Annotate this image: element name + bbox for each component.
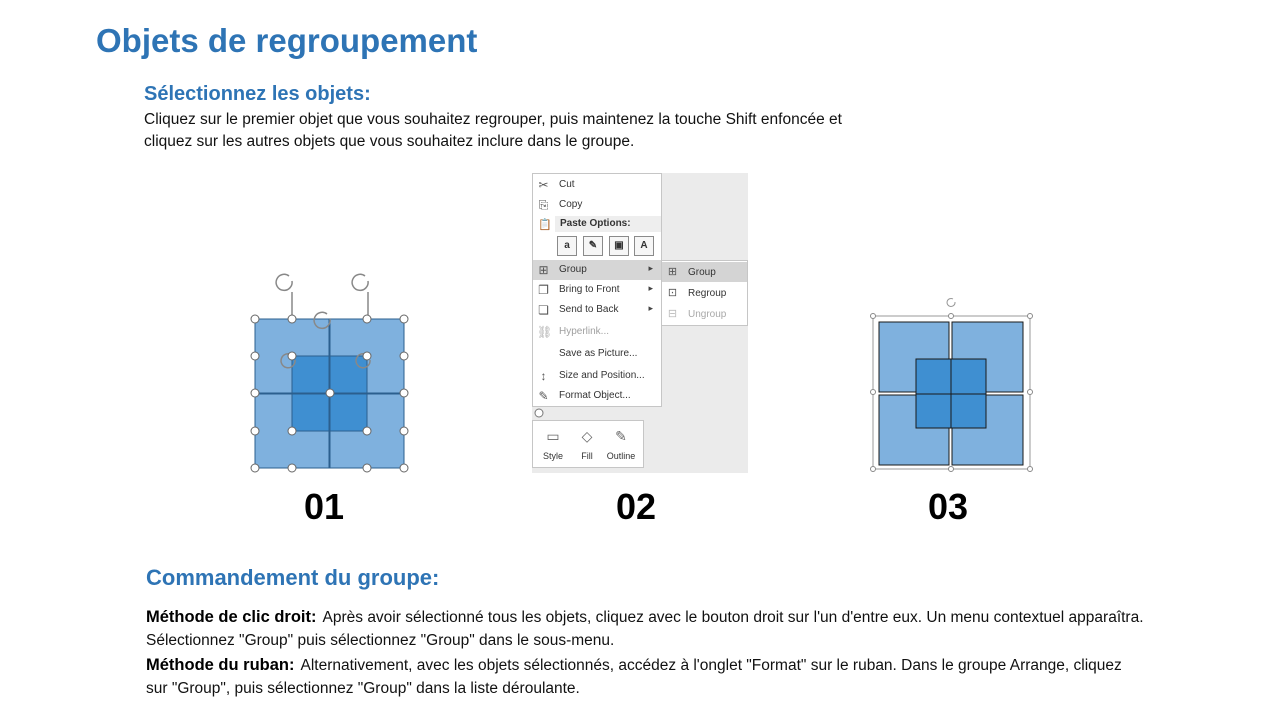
bring-front-icon: ❐ (538, 283, 549, 297)
submenu-item-label: Regroup (688, 288, 727, 299)
menu-item-label: Hyperlink... (559, 326, 610, 337)
submenu-item-ungroup[interactable] (662, 304, 747, 324)
submenu-arrow-icon: ▸ (648, 263, 653, 273)
format-object-icon: ✎ (538, 389, 549, 403)
fill-button[interactable] (569, 425, 605, 465)
shape-small-square (916, 394, 951, 428)
size-position-icon: ↕ (540, 369, 547, 383)
group-icon: ⊞ (667, 266, 678, 278)
mini-toolbar (532, 420, 644, 468)
scissors-icon: ✂ (538, 178, 549, 192)
shape-small-square (951, 394, 986, 428)
menu-item-label: Format Object... (559, 390, 631, 401)
style-button[interactable] (535, 425, 571, 465)
rotate-handle-icon[interactable] (947, 298, 955, 306)
step-number-03: 03 (928, 486, 969, 527)
group-icon: ⊞ (538, 263, 549, 277)
select-objects-text: Cliquez sur le premier objet que vous souhaitez regrouper, puis maintenez la touche Shift enfoncée et cliquez sur les autres objets que vous souhaitez inclure dans le groupe. (144, 111, 842, 150)
shape-small-square (292, 356, 329, 393)
submenu-item-regroup[interactable] (662, 283, 747, 303)
method-text: Alternativement, avec les objets sélectionnés, accédez à l'onglet "Format" sur le ruban. Dans le groupe Arrange, cliquez sur "Group", puis sélectionnez "Group" dans la liste déroulante. (146, 657, 1122, 697)
context-menu (532, 173, 662, 407)
step-number-02: 02 (616, 486, 657, 527)
right-click-method (146, 606, 1146, 652)
menu-item-send-to-back[interactable] (533, 300, 661, 320)
shape-style-icon: ▭ (546, 428, 560, 444)
send-back-icon: ❏ (538, 303, 549, 317)
paste-icon: 📋 (538, 219, 552, 231)
rotate-handle-icon[interactable] (276, 274, 292, 290)
paste-text-only-icon[interactable]: A (634, 236, 654, 256)
method-label: Méthode du ruban: (146, 656, 295, 674)
menu-item-label: Copy (559, 199, 583, 210)
menu-item-copy[interactable] (533, 195, 661, 215)
menu-item-save-as-picture[interactable] (533, 344, 661, 364)
menu-item-label: Cut (559, 179, 575, 190)
figure-01-selected-shapes (240, 268, 420, 478)
menu-item-label: Size and Position... (559, 370, 645, 381)
regroup-icon: ⊡ (667, 287, 678, 299)
style-button-label: Style (542, 451, 563, 461)
menu-item-label: Group (559, 264, 587, 275)
hyperlink-icon: ⛓ (537, 325, 553, 339)
ribbon-method (146, 654, 1146, 700)
outline-button[interactable] (603, 425, 639, 465)
figure-03-grouped-shapes (865, 292, 1040, 477)
submenu-item-label: Ungroup (688, 309, 727, 320)
selection-handle[interactable] (532, 406, 546, 420)
submenu-item-group[interactable] (662, 262, 747, 282)
fill-button-label: Fill (581, 451, 593, 461)
paste-keep-source-icon[interactable]: a (557, 236, 577, 256)
submenu-arrow-icon: ▸ (648, 283, 653, 293)
submenu-arrow-icon: ▸ (648, 303, 653, 313)
menu-item-hyperlink[interactable] (533, 322, 661, 342)
shape-small-square (330, 394, 367, 431)
page-title: Objets de regroupement (96, 22, 478, 59)
ungroup-icon: ⊟ (667, 308, 678, 320)
menu-item-label: Save as Picture... (559, 348, 638, 359)
menu-item-cut[interactable] (533, 175, 661, 195)
fill-bucket-icon: ◇ (581, 428, 593, 444)
outline-button-label: Outline (606, 451, 636, 461)
shape-small-square (951, 359, 986, 394)
group-command-heading: Commandement du groupe: (146, 565, 440, 590)
paste-options-header: Paste Options: (555, 216, 661, 232)
submenu-item-label: Group (688, 267, 716, 278)
paste-picture-icon[interactable]: ▣ (609, 236, 629, 256)
method-label: Méthode de clic droit: (146, 608, 317, 626)
menu-item-bring-to-front[interactable] (533, 280, 661, 300)
outline-pen-icon: ✎ (615, 428, 627, 444)
rotate-handle-icon[interactable] (352, 274, 368, 290)
menu-item-format-object[interactable] (533, 386, 661, 406)
shape-small-square (292, 394, 329, 431)
step-number-01: 01 (304, 486, 345, 527)
copy-icon: ⎘ (538, 198, 549, 212)
shape-small-square (916, 359, 951, 394)
group-submenu (661, 260, 748, 326)
paste-destination-icon[interactable]: ✎ (583, 236, 603, 256)
menu-item-label: Send to Back (559, 304, 619, 315)
method-text: Après avoir sélectionné tous les objets, cliquez avec le bouton droit sur l'un d'entre eux. Un menu contextuel apparaîtra. Sélectionnez "Group" puis sélectionnez "Group" dans le sous-menu. (146, 609, 1144, 649)
select-objects-heading: Sélectionnez les objets: (144, 83, 371, 105)
menu-item-size-and-position[interactable] (533, 366, 661, 386)
menu-item-label: Bring to Front (559, 284, 620, 295)
menu-item-group[interactable] (533, 260, 661, 280)
shape-small-square (330, 356, 367, 393)
